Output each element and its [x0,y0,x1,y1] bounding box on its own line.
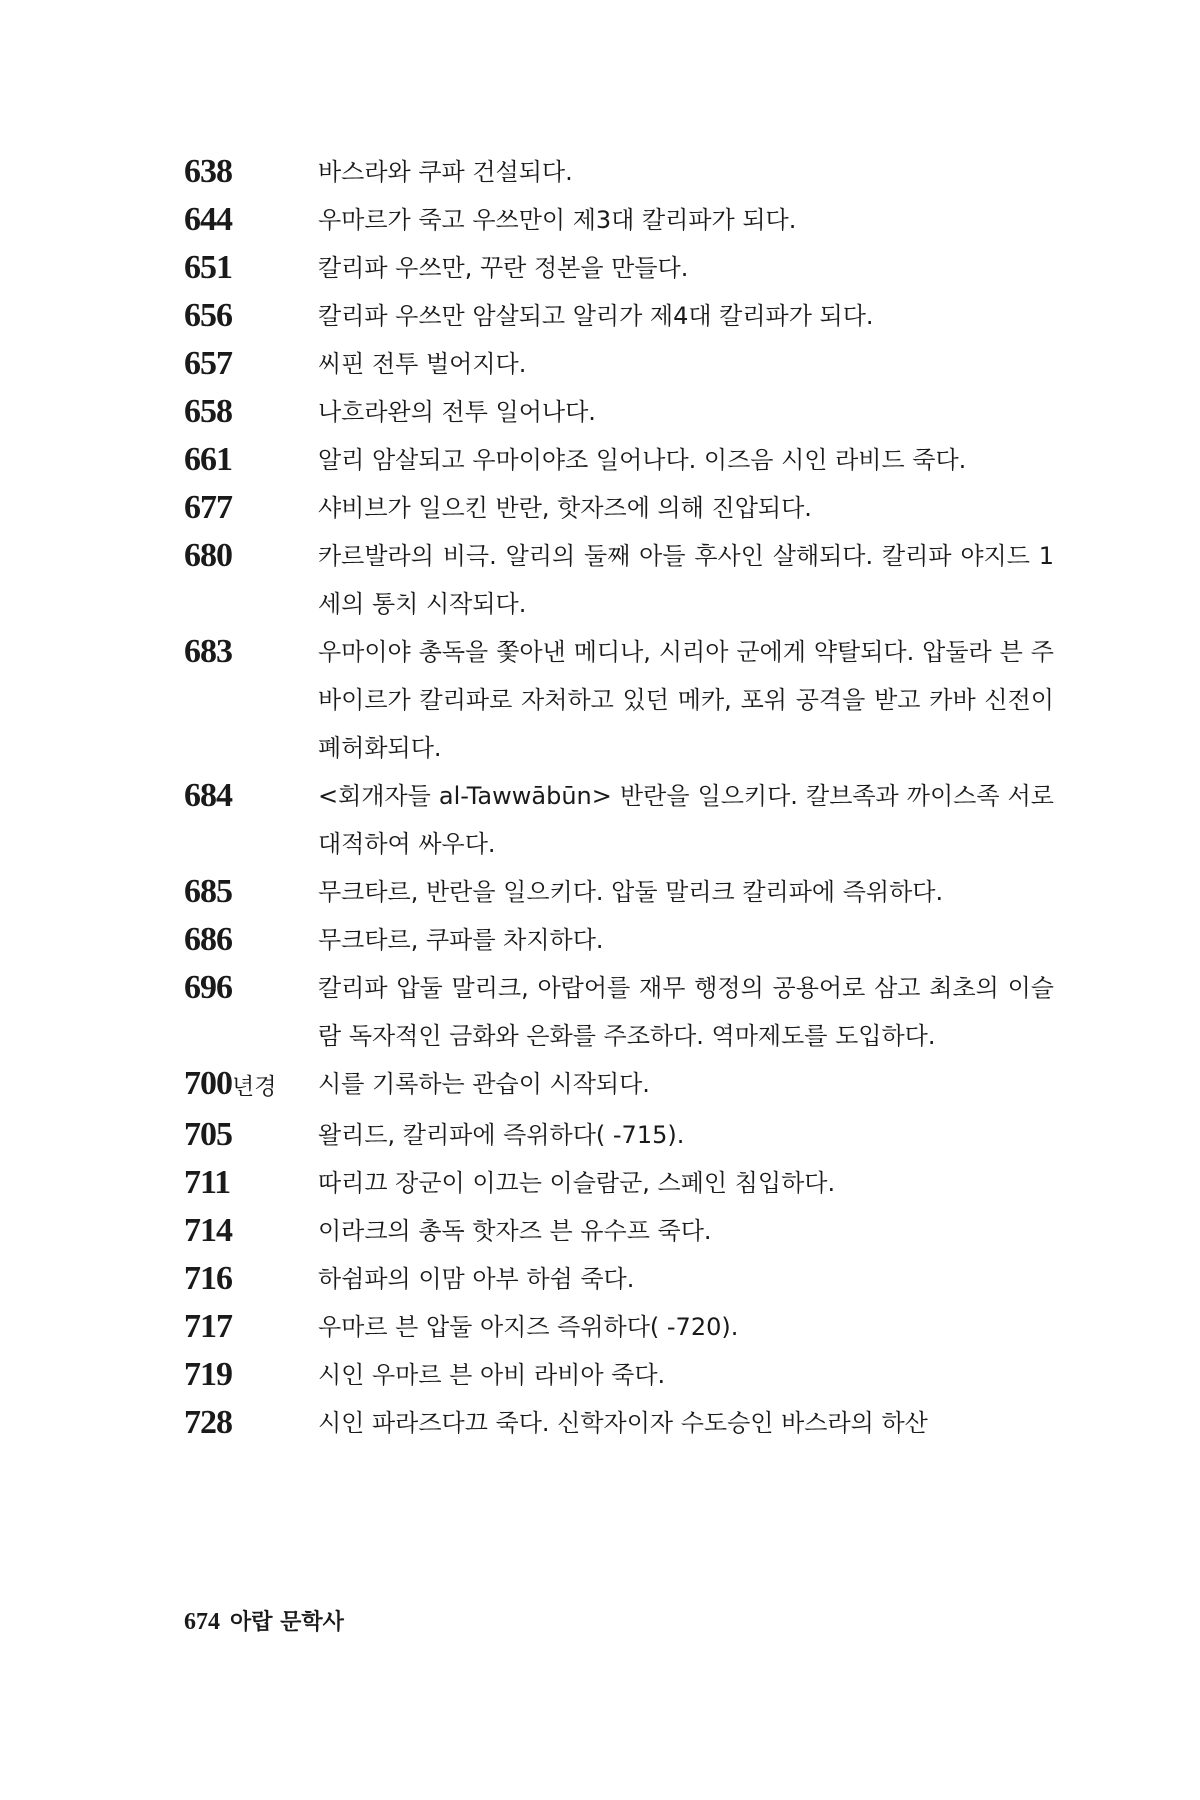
entry-year [184,484,318,532]
entry-year-number: 658 [184,393,232,430]
chronology-entry [184,340,1054,388]
entry-year-number: 696 [184,969,232,1006]
entry-year [184,964,318,1012]
entry-text: 우마르 븐 압둘 아지즈 즉위하다( -720). [318,1313,739,1341]
entry-year-number: 644 [184,201,232,238]
entry-year [184,1060,318,1111]
entry-year [184,1111,318,1159]
entry-year-number: 684 [184,777,232,814]
chronology-entry [184,868,1054,916]
entry-year-number: 686 [184,921,232,958]
entry-year-suffix: 년경 [232,1074,277,1100]
entry-year [184,1399,318,1447]
entry-year-number: 711 [184,1164,231,1201]
book-title: 아랍 문학사 [230,1610,344,1635]
entry-year-number: 728 [184,1404,232,1441]
entry-year [184,1351,318,1399]
chronology-entry [184,1351,1054,1399]
entry-text: 나흐라완의 전투 일어나다. [318,398,596,426]
entry-year-number: 705 [184,1116,232,1153]
chronology-entry [184,1159,1054,1207]
chronology-entry [184,916,1054,964]
entry-text: 무크타르, 반란을 일으키다. 압둘 말리크 칼리파에 즉위하다. [318,878,944,906]
entry-text: 시를 기록하는 관습이 시작되다. [318,1070,650,1098]
entry-text: 우마이야 총독을 쫓아낸 메디나, 시리아 군에게 약탈되다. 압둘라 븐 주바이르가 칼리파로 자처하고 있던 메카, 포위 공격을 받고 카바 신전이 폐허화되다. [318,638,1054,762]
entry-year [184,388,318,436]
entry-text: 시인 파라즈다끄 죽다. 신학자이자 수도승인 바스라의 하산 [318,1409,928,1437]
entry-text: 우마르가 죽고 우쓰만이 제3대 칼리파가 되다. [318,206,797,234]
entry-year-number: 685 [184,873,232,910]
chronology-entry [184,964,1054,1060]
chronology-entry [184,1399,1054,1447]
entry-text: 카르발라의 비극. 알리의 둘째 아들 후사인 살해되다. 칼리파 야지드 1세의 통치 시작되다. [318,542,1054,618]
entry-year [184,148,318,196]
entry-year [184,340,318,388]
entry-year [184,244,318,292]
entry-text: 왈리드, 칼리파에 즉위하다( -715). [318,1121,685,1149]
entry-text: <회개자들 al-Tawwābūn> 반란을 일으키다. 칼브족과 까이스족 서로 대적하여 싸우다. [318,782,1054,858]
entry-year [184,868,318,916]
chronology-entry [184,1111,1054,1159]
entry-year [184,1255,318,1303]
chronology-entry [184,148,1054,196]
page-footer [184,1605,344,1636]
chronology-entry [184,1255,1054,1303]
entry-year [184,1207,318,1255]
entry-year [184,1303,318,1351]
entry-year-number: 651 [184,249,232,286]
entry-text: 하쉼파의 이맘 아부 하쉼 죽다. [318,1265,635,1293]
chronology-entry [184,772,1054,868]
entry-year-number: 700 [184,1065,232,1102]
chronology-entry [184,1303,1054,1351]
entry-year [184,916,318,964]
chronology-list [184,148,1054,1447]
chronology-entry [184,1207,1054,1255]
chronology-entry [184,1060,1054,1111]
page-number: 674 [184,1609,220,1635]
entry-text: 칼리파 우쓰만 암살되고 알리가 제4대 칼리파가 되다. [318,302,874,330]
chronology-entry [184,388,1054,436]
entry-text: 이라크의 총독 핫자즈 븐 유수프 죽다. [318,1217,712,1245]
entry-year-number: 656 [184,297,232,334]
entry-year [184,292,318,340]
chronology-entry [184,628,1054,772]
entry-text: 따리끄 장군이 이끄는 이슬람군, 스페인 침입하다. [318,1169,836,1197]
entry-year [184,772,318,820]
entry-year [184,532,318,580]
entry-year-number: 657 [184,345,232,382]
entry-text: 무크타르, 쿠파를 차지하다. [318,926,604,954]
chronology-entry [184,196,1054,244]
entry-text: 샤비브가 일으킨 반란, 핫자즈에 의해 진압되다. [318,494,812,522]
entry-year-number: 719 [184,1356,232,1393]
entry-text: 칼리파 우쓰만, 꾸란 정본을 만들다. [318,254,689,282]
entry-year [184,196,318,244]
entry-year-number: 717 [184,1308,232,1345]
entry-text: 알리 암살되고 우마이야조 일어나다. 이즈음 시인 라비드 죽다. [318,446,967,474]
entry-year-number: 716 [184,1260,232,1297]
chronology-entry [184,244,1054,292]
entry-text: 칼리파 압둘 말리크, 아랍어를 재무 행정의 공용어로 삼고 최초의 이슬람 독자적인 금화와 은화를 주조하다. 역마제도를 도입하다. [318,974,1054,1050]
entry-year-number: 638 [184,153,232,190]
entry-text: 바스라와 쿠파 건설되다. [318,158,573,186]
entry-year [184,436,318,484]
chronology-entry [184,484,1054,532]
entry-text: 씨핀 전투 벌어지다. [318,350,527,378]
chronology-entry [184,292,1054,340]
entry-year-number: 661 [184,441,232,478]
chronology-entry [184,436,1054,484]
entry-year-number: 714 [184,1212,232,1249]
entry-year-number: 677 [184,489,232,526]
entry-text: 시인 우마르 븐 아비 라비아 죽다. [318,1361,666,1389]
entry-year [184,1159,318,1207]
entry-year-number: 680 [184,537,232,574]
chronology-entry [184,532,1054,628]
entry-year-number: 683 [184,633,232,670]
entry-year [184,628,318,676]
